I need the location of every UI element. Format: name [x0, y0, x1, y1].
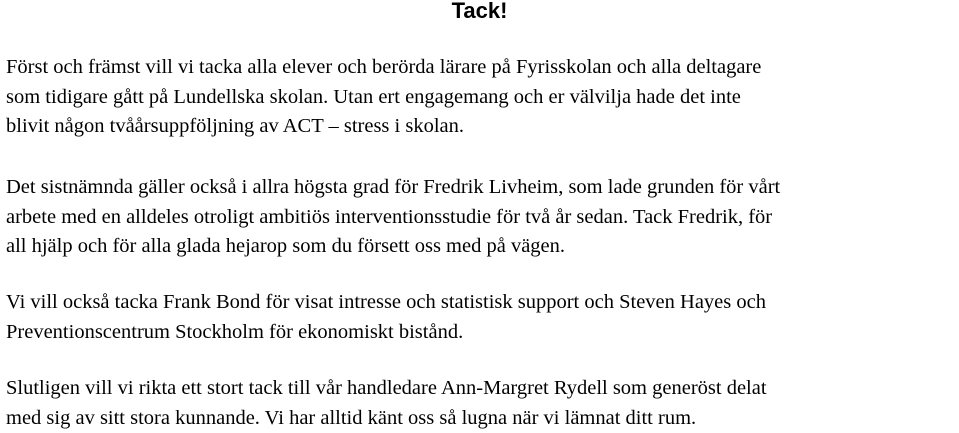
paragraph-line: all hjälp och för alla glada hejarop som du försett oss med på vägen.	[6, 235, 566, 257]
paragraph-thanks-fredrik	[6, 173, 956, 262]
paragraph-line: arbete med en alldeles otroligt ambitiös interventionsstudie för två år sedan. Tack Fredrik, för	[6, 205, 773, 228]
paragraph-line: blivit någon tvåårsuppföljning av ACT – stress i skolan.	[6, 115, 464, 137]
paragraph-line: Det sistnämnda gäller också i allra högsta grad för Fredrik Livheim, som lade grunden för vårt	[6, 176, 781, 198]
paragraph-thanks-schools	[6, 53, 956, 142]
paragraph-thanks-supervisor	[6, 374, 956, 433]
paragraph-line: Preventionscentrum Stockholm för ekonomiskt bistånd.	[6, 320, 464, 343]
paragraph-line: Först och främst vill vi tacka alla elever och berörda lärare på Fyrisskolan och alla deltagare	[6, 56, 762, 78]
paragraph-line: Slutligen vill vi rikta ett stort tack till vår handledare Ann-Margret Rydell som generöst delat	[6, 377, 767, 399]
paragraph-line: Vi vill också tacka Frank Bond för visat intresse och statistisk support och Steven Hayes och	[6, 291, 766, 313]
paragraph-thanks-support	[6, 288, 956, 347]
page-title: Tack!	[451, 0, 508, 23]
paragraph-line: som tidigare gått på Lundellska skolan. Utan ert engagemang och er välvilja hade det inte	[6, 85, 741, 108]
paragraph-line: med sig av sitt stora kunnande. Vi har alltid känt oss så lugna när vi lämnat ditt rum.	[6, 406, 697, 429]
